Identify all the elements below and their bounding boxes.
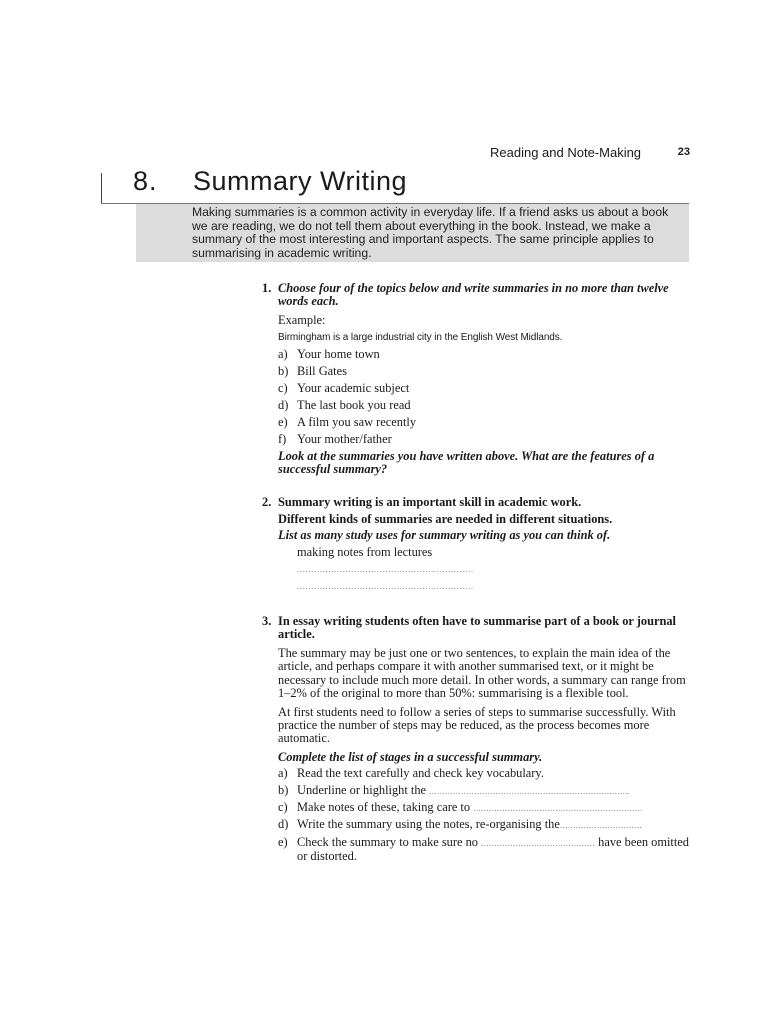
intro-box (136, 204, 689, 262)
option-text: Your mother/father (297, 432, 392, 447)
question-statement: Summary writing is an important skill in academic work. (278, 495, 582, 510)
option-letter: d) (278, 398, 289, 413)
list-item (278, 836, 690, 864)
list-item (278, 767, 690, 780)
question-number: 2. (262, 495, 272, 510)
example-sentence: Birmingham is a large industrial city in the English West Midlands. (278, 332, 563, 344)
paragraph: At first students need to follow a series of steps to summarise successfully. With practice the number of steps may be reduced, as the process becomes more automatic. (278, 704, 676, 746)
option-letter: c) (278, 381, 288, 396)
chapter-rule-vertical (101, 173, 102, 203)
answer-blank: ............................... (559, 820, 643, 831)
running-title: Reading and Note-Making (490, 145, 642, 160)
stage-letter: e) (278, 834, 288, 849)
option-text: Your academic subject (297, 381, 410, 396)
question-followup: Look at the summaries you have written above. What are the features of a successful summary? (278, 448, 655, 477)
chapter-number: 8. (133, 166, 158, 196)
chapter-title: Summary Writing (193, 166, 408, 196)
stage-letter: d) (278, 817, 289, 832)
option-text: The last book you read (297, 398, 411, 413)
stage-letter: b) (278, 782, 289, 797)
paragraph: The summary may be just one or two sentences, to explain the main idea of the article, and perhaps compare it with another summarised text, or it might be necessary to include much more detail. In other words, a summary can range from 1–2% of the original to more than 50%: summarising is a flexible tool. (278, 645, 686, 701)
list-item (278, 433, 690, 446)
stage-text: Read the text carefully and check key vocabulary. (297, 766, 544, 781)
option-letter: e) (278, 415, 288, 430)
list-item (278, 818, 690, 832)
question-number: 3. (262, 614, 272, 629)
stage-text: Make notes of these, taking care to (297, 799, 474, 814)
option-letter: a) (278, 347, 288, 362)
intro-text: Making summaries is a common activity in everyday life. If a friend asks us about a book we are reading, we do not tell them about everything in the book. Instead, we make a summary of the most interesting and important aspects. The same principle applies to summarising in academic writing. (192, 205, 669, 260)
list-item: making notes from lectures (297, 544, 433, 559)
exercise-content (262, 282, 690, 864)
answer-blank: ............................................................................ (429, 785, 631, 796)
stage-text: Write the summary using the notes, re-organising the (297, 817, 560, 832)
question-3 (262, 615, 690, 864)
answer-blank: .............................................................. (297, 581, 474, 592)
stage-text-continued: have been omitted or distorted. (297, 834, 689, 864)
option-letter: f) (278, 432, 287, 447)
option-text: Your home town (297, 347, 380, 362)
stage-letter: c) (278, 799, 288, 814)
question-instruction: List as many study uses for summary writing as you can think of. (278, 528, 611, 543)
question-instruction: Choose four of the topics below and write summaries in no more than twelve words each. (278, 281, 669, 309)
uses-list (278, 546, 690, 593)
option-text: A film you saw recently (297, 415, 417, 430)
question-number: 1. (262, 281, 272, 295)
question-statement: Different kinds of summaries are needed in different situations. (278, 511, 613, 526)
example-label: Example: (278, 312, 326, 327)
list-item (278, 416, 690, 429)
option-letter: b) (278, 364, 289, 379)
question-instruction: Complete the list of stages in a successful summary. (278, 749, 543, 764)
stage-letter: a) (278, 766, 288, 781)
list-item (278, 348, 690, 361)
stage-text: Underline or highlight the (297, 782, 430, 797)
question-heading: In essay writing students often have to summarise part of a book or journal article. (278, 614, 677, 642)
list-item (278, 365, 690, 378)
question-1 (262, 282, 690, 476)
list-item (278, 382, 690, 395)
answer-blank: .............................................................. (297, 564, 474, 575)
stage-text: Check the summary to make sure no (297, 834, 482, 849)
answer-blank: ................................................................ (473, 802, 643, 813)
answer-blank: ........................................... (481, 837, 596, 848)
option-text: Bill Gates (297, 364, 347, 379)
list-item (278, 801, 690, 815)
list-item (278, 399, 690, 412)
question-2 (262, 496, 690, 593)
list-item (278, 784, 690, 798)
page-number: 23 (677, 146, 690, 158)
